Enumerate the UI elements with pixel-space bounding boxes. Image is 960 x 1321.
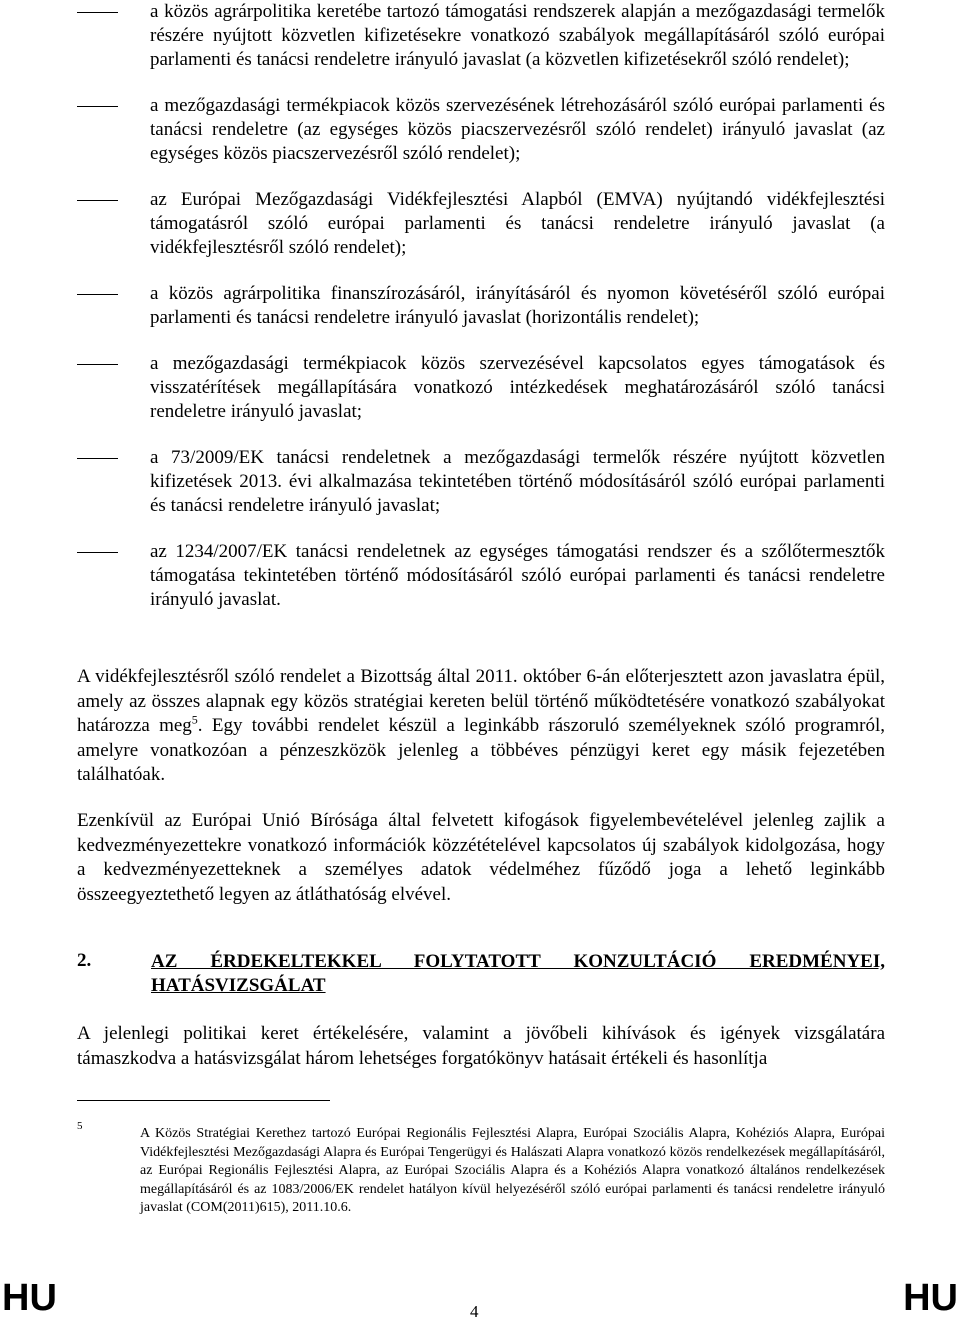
paragraph-text: A vidékfejlesztésről szóló rendelet a Bizottság által 2011. október 6-án előterjesztett azon javaslatra épül, amely az összes alapnak egy közös stratégiai kereten belül történő működtetésére vonatkozó szabályokat határozza meg (77, 666, 885, 736)
court-of-justice-paragraph: Ezenkívül az Európai Unió Bírósága által felvetett kifogások figyelembevételével jelenleg zajlik a kedvezményezettekre vonatkozó információk közzétételével kapcsolatos új szabályok kidolgozása, hogy a kedvezményezetteknek a személyes adatok védelméhez fűződő joga a lehető leginkább összeegyeztethető legyen az átláthatóság elvével. (77, 810, 885, 905)
list-item (77, 94, 885, 166)
rural-development-paragraph (77, 665, 885, 788)
list-item (77, 540, 885, 612)
list-item-text: a közös agrárpolitika keretébe tartozó támogatási rendszerek alapján a mezőgazdasági termelők részére nyújtott közvetlen kifizetésekre vonatkozó szabályok megállapításáról szóló európai parlamenti és tanácsi rendeletre irányuló javaslat (a közvetlen kifizetésekről szóló rendelet); (150, 1, 885, 70)
list-item-text: a mezőgazdasági termékpiacok közös szervezésének létrehozásáról szóló európai parlamenti és tanácsi rendeletre (az egységes közös piacszervezésről szóló rendelet) irányuló javaslat (az egységes közös piacszervezésről szóló rendelet); (150, 95, 885, 164)
list-item (77, 0, 885, 72)
dash-bullet (77, 458, 118, 459)
dash-bullet (77, 200, 118, 201)
list-item-text: a mezőgazdasági termékpiacok közös szervezésével kapcsolatos egyes támogatások és visszatérítések megállapítására vonatkozó intézkedések meghatározásáról szóló tanácsi rendeletre irányuló javaslat; (150, 353, 885, 422)
dash-bullet (77, 12, 118, 13)
list-item-text: az 1234/2007/EK tanácsi rendeletnek az egységes támogatási rendszer és a szőlőtermesztők támogatása tekintetében történő módosításáról szóló európai parlamenti és tanácsi rendeletre irányuló javaslat. (150, 541, 885, 610)
footnote-text: A Közös Stratégiai Kerethez tartozó Európai Regionális Fejlesztési Alapra, Európai Szociális Alapra, Kohéziós Alapra, Európai Vidékfejlesztési Mezőgazdasági Alapra és Európai Tengerügyi és Halászati Alapra vonatkozó közös rendelkezések megállapításáról, az Európai Regionális Fejlesztési Alapra, az Európai Szociális Alapra és a Kohéziós Alapra vonatkozó általános rendelkezések megállapításáról és az 1083/2006/EK rendelet hatályon kívül helyezéséről szóló európai parlamenti és tanácsi rendeletre irányuló javaslat (COM(2011)615), 2011.10.6. (140, 1126, 885, 1215)
dash-bullet (77, 106, 118, 107)
dash-bullet (77, 294, 118, 295)
list-item-text: a 73/2009/EK tanácsi rendeletnek a mezőgazdasági termelők részére nyújtott közvetlen kifizetések 2013. évi alkalmazása tekintetében történő módosításáról szóló európai parlamenti és tanácsi rendeletre irányuló javaslat; (150, 447, 885, 516)
page-number: 4 (470, 1302, 479, 1321)
list-item (77, 446, 885, 518)
proposal-list (77, 0, 885, 612)
section-heading: AZ ÉRDEKELTEKKEL FOLYTATOTT KONZULTÁCIÓ EREDMÉNYEI, HATÁSVIZSGÁLAT (151, 951, 885, 996)
list-item (77, 352, 885, 424)
footnote-number: 5 (77, 1120, 83, 1132)
list-item (77, 282, 885, 330)
paragraph-text-continued: . Egy további rendelet készül a leginkább rászoruló személyeknek szóló programról, amelyre vonatkozóan a pénzeszközök jelenleg a többéves pénzügyi keret egy másik fejezetében találhatóak. (77, 715, 885, 785)
dash-bullet (77, 552, 118, 553)
list-item (77, 188, 885, 260)
list-item-text: az Európai Mezőgazdasági Vidékfejlesztési Alapból (EMVA) nyújtandó vidékfejlesztési támogatásról szóló európai parlamenti és tanácsi rendeletre irányuló javaslat (a vidékfejlesztésről szóló rendelet); (150, 189, 885, 258)
impact-assessment-paragraph: A jelenlegi politikai keret értékelésére, valamint a jövőbeli kihívások és igények vizsgálatára támaszkodva a hatásvizsgálat három lehetséges forgatókönyv hatásait értékeli és hasonlítja (77, 1023, 885, 1069)
dash-bullet (77, 364, 118, 365)
section-number: 2. (77, 950, 92, 971)
footer-language-label-right: HU (903, 1277, 958, 1319)
list-item-text: a közös agrárpolitika finanszírozásáról, irányításáról és nyomon követéséről szóló európai parlamenti és tanácsi rendeletre irányuló javaslat (horizontális rendelet); (150, 283, 885, 328)
footnote-reference[interactable]: 5 (191, 712, 198, 727)
footnote-separator (77, 1100, 330, 1101)
footer-language-label-left: HU (2, 1277, 57, 1319)
